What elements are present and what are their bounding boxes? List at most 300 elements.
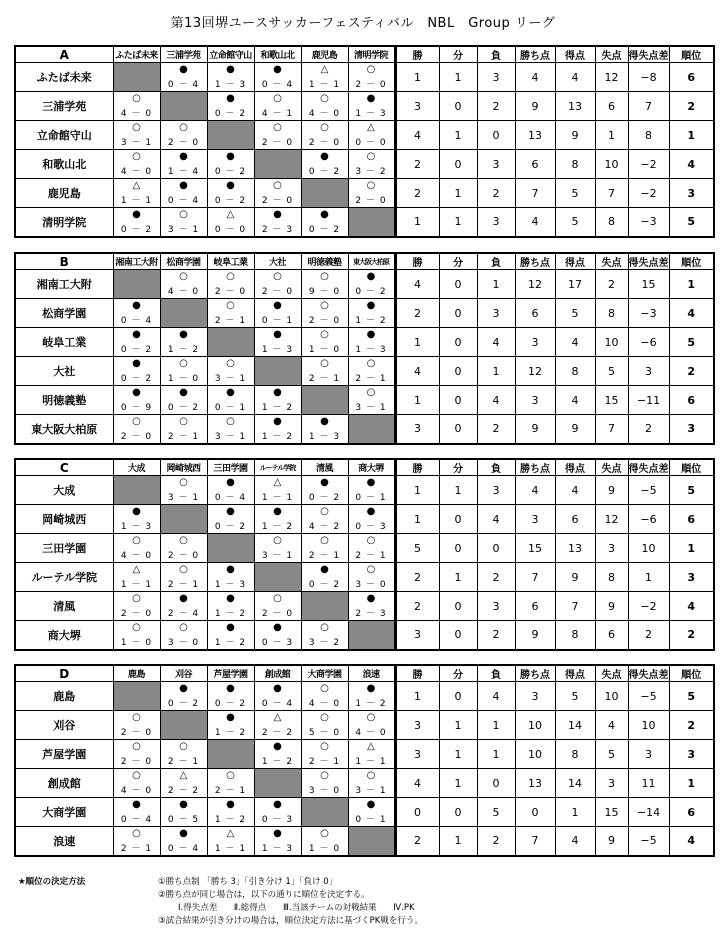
match-score: 3 － 1 <box>214 374 247 384</box>
match-score: 1 － 2 <box>214 637 247 648</box>
match-score: 1 － 2 <box>167 345 200 355</box>
self-match-cell <box>207 534 254 563</box>
team-name: 鹿児島 <box>15 179 113 208</box>
wins-value: 1 <box>395 63 439 92</box>
match-score: 2 － 0 <box>120 757 153 767</box>
match-result-cell <box>113 534 160 563</box>
match-score: 0 － 3 <box>261 637 294 648</box>
result-mark: ● <box>226 180 235 191</box>
match-result-cell <box>160 476 207 505</box>
match-score: 9 － 0 <box>308 287 341 297</box>
match-result-cell <box>160 592 207 621</box>
team-name: 湘南工大附 <box>15 270 113 299</box>
match-score: 0 － 2 <box>120 345 153 355</box>
match-score: 0 － 4 <box>167 80 200 90</box>
group-table-b <box>14 252 715 445</box>
match-result-cell <box>160 63 207 92</box>
opponent-header: 三浦学苑 <box>160 46 207 63</box>
draws-value: 0 <box>439 505 477 534</box>
match-result-cell <box>207 505 254 534</box>
match-score: 4 － 0 <box>167 287 200 297</box>
team-name: 清明学院 <box>15 208 113 237</box>
goals-for-value: 9 <box>555 415 595 444</box>
goal-diff-value: 2 <box>628 621 669 650</box>
match-score: 1 － 1 <box>120 196 153 206</box>
match-score: 3 － 2 <box>308 637 341 648</box>
match-result-cell <box>160 270 207 299</box>
team-row <box>15 299 714 328</box>
result-mark: ● <box>226 799 235 810</box>
match-result-cell <box>254 208 301 237</box>
result-mark: ● <box>132 358 141 369</box>
points-value: 10 <box>515 740 555 769</box>
match-result-cell <box>348 357 395 386</box>
result-mark: ● <box>366 683 376 694</box>
match-result-cell <box>348 150 395 179</box>
team-row <box>15 150 714 179</box>
losses-value: 2 <box>477 827 515 856</box>
match-score: 0 － 2 <box>167 699 200 709</box>
match-score: 2 － 1 <box>214 316 247 326</box>
result-mark: ○ <box>366 64 376 75</box>
points-value: 9 <box>515 92 555 121</box>
self-match-cell <box>254 563 301 592</box>
goals-against-value: 5 <box>595 357 628 386</box>
stat-header: 順位 <box>669 253 714 270</box>
group-name: A <box>15 46 113 63</box>
match-score: 1 － 3 <box>214 580 247 590</box>
goals-for-value: 8 <box>555 150 595 179</box>
stat-header: 得点 <box>555 46 595 63</box>
result-mark: ○ <box>179 271 188 282</box>
match-result-cell <box>348 121 395 150</box>
goals-for-value: 14 <box>555 769 595 798</box>
match-score: 0 － 9 <box>120 403 153 413</box>
match-result-cell <box>207 150 254 179</box>
draws-value: 0 <box>439 150 477 179</box>
match-result-cell <box>348 682 395 711</box>
match-result-cell <box>301 270 348 299</box>
stat-header: 分 <box>439 253 477 270</box>
losses-value: 0 <box>477 769 515 798</box>
result-mark: ● <box>226 683 235 694</box>
draws-value: 0 <box>439 534 477 563</box>
draws-value: 1 <box>439 827 477 856</box>
losses-value: 4 <box>477 328 515 357</box>
points-value: 10 <box>515 711 555 740</box>
goal-diff-value: −3 <box>628 208 669 237</box>
match-score: 1 － 0 <box>308 345 341 355</box>
match-score: 2 － 0 <box>308 138 341 148</box>
result-mark: △ <box>226 209 235 220</box>
stat-header: 得点 <box>555 665 595 682</box>
match-score: 0 － 3 <box>355 522 387 532</box>
result-mark: ○ <box>179 741 188 752</box>
draws-value: 1 <box>439 711 477 740</box>
match-score: 0 － 1 <box>355 815 387 825</box>
goals-against-value: 6 <box>595 621 628 650</box>
goals-for-value: 5 <box>555 682 595 711</box>
self-match-cell <box>113 476 160 505</box>
result-mark: ○ <box>226 416 235 427</box>
rank-value: 4 <box>669 592 714 621</box>
result-mark: ○ <box>132 741 141 752</box>
match-result-cell <box>348 179 395 208</box>
opponent-header: 清明学院 <box>348 46 395 63</box>
match-result-cell <box>113 621 160 650</box>
match-result-cell <box>160 563 207 592</box>
result-mark: ○ <box>320 683 329 694</box>
self-match-cell <box>207 121 254 150</box>
match-result-cell <box>301 208 348 237</box>
rank-value: 3 <box>669 415 714 444</box>
result-mark: ● <box>179 329 188 340</box>
match-result-cell <box>348 711 395 740</box>
match-result-cell <box>207 476 254 505</box>
goals-against-value: 9 <box>595 827 628 856</box>
goal-diff-value: 8 <box>628 121 669 150</box>
wins-value: 1 <box>395 328 439 357</box>
match-score: 0 － 2 <box>308 580 341 590</box>
points-value: 6 <box>515 592 555 621</box>
result-mark: ○ <box>273 271 282 282</box>
team-row <box>15 534 714 563</box>
match-result-cell <box>254 827 301 856</box>
match-score: 3 － 0 <box>355 580 387 590</box>
team-name: 清風 <box>15 592 113 621</box>
match-result-cell <box>301 621 348 650</box>
result-mark: ● <box>132 300 141 311</box>
match-result-cell <box>301 827 348 856</box>
match-result-cell <box>113 711 160 740</box>
goals-against-value: 7 <box>595 415 628 444</box>
rank-value: 6 <box>669 505 714 534</box>
goals-against-value: 9 <box>595 592 628 621</box>
match-score: 3 － 1 <box>214 431 247 442</box>
match-score: 1 － 4 <box>167 167 200 177</box>
points-value: 7 <box>515 179 555 208</box>
draws-value: 0 <box>439 328 477 357</box>
match-score: 2 － 1 <box>167 580 200 590</box>
result-mark: ● <box>366 271 376 282</box>
losses-value: 3 <box>477 150 515 179</box>
team-name: ルーテル学院 <box>15 563 113 592</box>
match-result-cell <box>301 476 348 505</box>
wins-value: 3 <box>395 711 439 740</box>
team-name: 岐阜工業 <box>15 328 113 357</box>
wins-value: 2 <box>395 827 439 856</box>
points-value: 6 <box>515 299 555 328</box>
match-result-cell <box>207 208 254 237</box>
goals-for-value: 9 <box>555 121 595 150</box>
draws-value: 0 <box>439 299 477 328</box>
result-mark: ● <box>226 387 235 398</box>
result-mark: ● <box>226 64 235 75</box>
points-value: 7 <box>515 827 555 856</box>
team-name: 創成館 <box>15 769 113 798</box>
opponent-header: 鹿島 <box>113 665 160 682</box>
result-mark: ● <box>273 300 282 311</box>
result-mark: ○ <box>132 593 141 604</box>
match-result-cell <box>113 505 160 534</box>
match-score: 2 － 0 <box>120 609 153 619</box>
match-score: 0 － 2 <box>308 224 341 235</box>
team-row <box>15 357 714 386</box>
match-score: 0 － 2 <box>167 403 200 413</box>
match-score: 2 － 0 <box>167 551 200 561</box>
match-score: 3 － 1 <box>355 786 387 796</box>
result-mark: ● <box>132 209 141 220</box>
stat-header: 順位 <box>669 46 714 63</box>
match-score: 0 － 1 <box>214 403 247 413</box>
goals-for-value: 13 <box>555 92 595 121</box>
team-row <box>15 563 714 592</box>
opponent-header: 鹿児島 <box>301 46 348 63</box>
result-mark: ● <box>179 180 188 191</box>
points-value: 9 <box>515 621 555 650</box>
result-mark: ○ <box>366 564 376 575</box>
match-result-cell <box>254 505 301 534</box>
header-row <box>15 46 714 63</box>
rank-value: 3 <box>669 563 714 592</box>
match-score: 3 － 1 <box>261 551 294 561</box>
match-result-cell <box>160 621 207 650</box>
wins-value: 3 <box>395 621 439 650</box>
team-row <box>15 769 714 798</box>
match-result-cell <box>348 386 395 415</box>
wins-value: 4 <box>395 121 439 150</box>
match-score: 2 － 0 <box>355 80 387 90</box>
result-mark: ○ <box>132 535 141 546</box>
team-name: 刈谷 <box>15 711 113 740</box>
wins-value: 2 <box>395 563 439 592</box>
match-score: 2 － 0 <box>120 431 153 442</box>
self-match-cell <box>301 592 348 621</box>
match-result-cell <box>113 415 160 444</box>
result-mark: ● <box>226 712 235 723</box>
match-score: 4 － 0 <box>355 728 387 738</box>
result-mark: ● <box>366 477 376 488</box>
team-row <box>15 476 714 505</box>
match-score: 1 － 1 <box>261 493 294 503</box>
draws-value: 0 <box>439 798 477 827</box>
goals-against-value: 12 <box>595 505 628 534</box>
goals-for-value: 4 <box>555 63 595 92</box>
match-score: 2 － 4 <box>167 609 200 619</box>
match-score: 2 － 3 <box>261 224 294 235</box>
opponent-header: 芦屋学園 <box>207 665 254 682</box>
match-result-cell <box>113 150 160 179</box>
result-mark: ● <box>179 387 188 398</box>
result-mark: ● <box>226 506 235 517</box>
rank-value: 1 <box>669 769 714 798</box>
match-result-cell <box>301 563 348 592</box>
match-score: 0 － 2 <box>308 493 341 503</box>
rank-value: 6 <box>669 386 714 415</box>
match-result-cell <box>207 179 254 208</box>
match-score: 0 － 4 <box>167 843 200 854</box>
result-mark: ○ <box>320 300 329 311</box>
result-mark: ○ <box>366 770 376 781</box>
match-score: 3 － 1 <box>167 493 200 503</box>
goals-against-value: 6 <box>595 92 628 121</box>
goal-diff-value: 7 <box>628 92 669 121</box>
match-score: 1 － 2 <box>355 699 387 709</box>
wins-value: 5 <box>395 534 439 563</box>
group-name: B <box>15 253 113 270</box>
opponent-header: 創成館 <box>254 665 301 682</box>
losses-value: 1 <box>477 357 515 386</box>
opponent-header: 湘南工大附 <box>113 253 160 270</box>
match-score: 2 － 0 <box>355 196 387 206</box>
result-mark: ○ <box>366 358 376 369</box>
goal-diff-value: 10 <box>628 534 669 563</box>
match-result-cell <box>207 827 254 856</box>
result-mark: ● <box>273 329 282 340</box>
match-result-cell <box>113 798 160 827</box>
match-score: 1 － 2 <box>261 431 294 442</box>
team-name: 三田学園 <box>15 534 113 563</box>
match-score: 0 － 2 <box>120 224 153 235</box>
losses-value: 3 <box>477 476 515 505</box>
match-score: 2 － 2 <box>261 728 294 738</box>
result-mark: ○ <box>273 535 282 546</box>
match-result-cell <box>301 63 348 92</box>
goal-diff-value: 10 <box>628 711 669 740</box>
result-mark: △ <box>367 741 375 752</box>
match-result-cell <box>207 621 254 650</box>
draws-value: 0 <box>439 415 477 444</box>
self-match-cell <box>160 505 207 534</box>
points-value: 12 <box>515 357 555 386</box>
goals-against-value: 5 <box>595 740 628 769</box>
team-name: 東大阪大柏原 <box>15 415 113 444</box>
team-row <box>15 208 714 237</box>
match-result-cell <box>254 415 301 444</box>
result-mark: ● <box>273 506 282 517</box>
match-score: 1 － 3 <box>214 80 247 90</box>
rule-draw-pk: ③試合結果が引き分けの場合は，順位決定方法に基づくPK戦を行う。 <box>158 916 423 926</box>
draws-value: 0 <box>439 357 477 386</box>
result-mark: ● <box>273 209 282 220</box>
match-result-cell <box>348 92 395 121</box>
stat-header: 勝 <box>395 665 439 682</box>
result-mark: ○ <box>273 180 282 191</box>
match-score: 1 － 3 <box>355 345 387 355</box>
match-score: 1 － 2 <box>214 728 247 738</box>
rank-value: 5 <box>669 682 714 711</box>
losses-value: 4 <box>477 682 515 711</box>
goals-against-value: 8 <box>595 563 628 592</box>
goals-against-value: 12 <box>595 63 628 92</box>
match-score: 3 － 0 <box>308 786 341 796</box>
match-result-cell <box>254 711 301 740</box>
group-table-c <box>14 458 715 651</box>
result-mark: ○ <box>132 770 141 781</box>
match-result-cell <box>301 534 348 563</box>
result-mark: ○ <box>273 122 282 133</box>
result-mark: ○ <box>320 271 329 282</box>
draws-value: 0 <box>439 270 477 299</box>
match-result-cell <box>113 357 160 386</box>
match-score: 2 － 1 <box>120 843 153 854</box>
match-result-cell <box>254 121 301 150</box>
wins-value: 3 <box>395 415 439 444</box>
match-result-cell <box>207 299 254 328</box>
team-row <box>15 328 714 357</box>
team-name: 鹿島 <box>15 682 113 711</box>
match-result-cell <box>160 534 207 563</box>
match-result-cell <box>348 63 395 92</box>
draws-value: 1 <box>439 208 477 237</box>
stat-header: 得失点差 <box>628 253 669 270</box>
result-mark: ● <box>273 64 282 75</box>
team-name: 大社 <box>15 357 113 386</box>
match-score: 0 － 2 <box>214 699 247 709</box>
team-name: 芦屋学園 <box>15 740 113 769</box>
result-mark: ● <box>179 799 188 810</box>
match-score: 5 － 0 <box>308 728 341 738</box>
result-mark: ● <box>226 622 235 633</box>
rank-value: 5 <box>669 208 714 237</box>
opponent-header: ふたば未来 <box>113 46 160 63</box>
losses-value: 3 <box>477 299 515 328</box>
team-row <box>15 179 714 208</box>
wins-value: 4 <box>395 357 439 386</box>
wins-value: 4 <box>395 270 439 299</box>
match-score: 2 － 1 <box>355 551 387 561</box>
match-result-cell <box>301 299 348 328</box>
self-match-cell <box>301 179 348 208</box>
match-result-cell <box>254 328 301 357</box>
header-row <box>15 253 714 270</box>
team-row <box>15 740 714 769</box>
match-score: 1 － 2 <box>355 316 387 326</box>
opponent-header: 岡崎城西 <box>160 459 207 476</box>
goals-against-value: 9 <box>595 476 628 505</box>
result-mark: △ <box>132 180 141 191</box>
goal-diff-value: −11 <box>628 386 669 415</box>
match-score: 1 － 3 <box>261 345 294 355</box>
match-score: 0 － 4 <box>167 196 200 206</box>
result-mark: ● <box>366 93 376 104</box>
result-mark: ● <box>273 828 282 839</box>
team-row <box>15 63 714 92</box>
wins-value: 1 <box>395 208 439 237</box>
wins-value: 4 <box>395 769 439 798</box>
match-result-cell <box>348 740 395 769</box>
match-result-cell <box>348 505 395 534</box>
points-value: 13 <box>515 769 555 798</box>
result-mark: ○ <box>320 122 329 133</box>
match-score: 2 － 0 <box>261 196 294 206</box>
goals-for-value: 4 <box>555 827 595 856</box>
goals-for-value: 5 <box>555 179 595 208</box>
result-mark: ○ <box>179 209 188 220</box>
match-result-cell <box>301 415 348 444</box>
match-result-cell <box>160 827 207 856</box>
self-match-cell <box>160 299 207 328</box>
self-match-cell <box>113 682 160 711</box>
result-mark: ● <box>132 329 141 340</box>
result-mark: ● <box>132 387 141 398</box>
goal-diff-value: −5 <box>628 476 669 505</box>
stat-header: 得点 <box>555 459 595 476</box>
goal-diff-value: −14 <box>628 798 669 827</box>
match-score: 2 － 0 <box>261 138 294 148</box>
stat-header: 勝ち点 <box>515 665 555 682</box>
match-result-cell <box>207 711 254 740</box>
